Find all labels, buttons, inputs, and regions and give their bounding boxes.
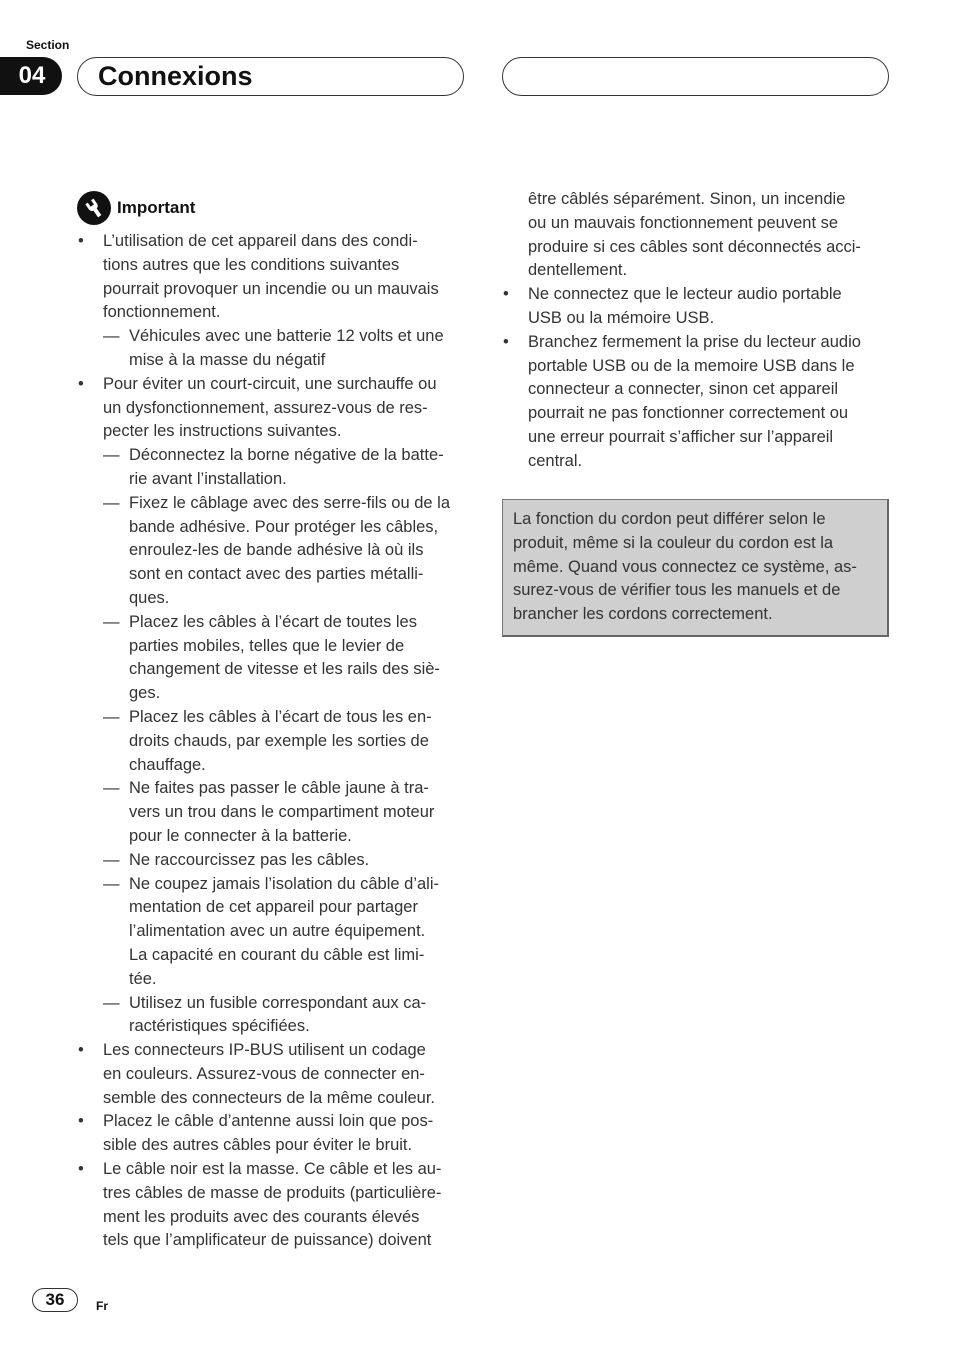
text-line: — Fixez le câblage avec des serre-fils ou de la [129,493,450,512]
right-column [503,188,898,474]
text-line: • Le câble noir est la masse. Ce câble et les au- [103,1160,442,1179]
text-line: tée. [129,969,157,988]
text-line: • Ne connectez que le lecteur audio portable [528,285,842,304]
text-line: dentellement. [528,261,628,280]
text-line: — Ne faites pas passer le câble jaune à tra- [129,779,429,798]
bullet-item [78,230,473,325]
continued-text [503,188,898,283]
dash-subitem [78,444,473,492]
dash-subitem [78,325,473,373]
text-line: vers un trou dans le compartiment moteur [129,803,435,822]
text-line: tres câbles de masse de produits (particulière- [103,1183,442,1202]
text-line: — Utilisez un fusible correspondant aux ca- [129,993,427,1012]
note-box [502,499,889,637]
text-line: tels que l’amplificateur de puissance) doivent [103,1231,432,1250]
dash-subitem [78,992,473,1040]
note-line: produit, même si la couleur du cordon est la [513,533,834,552]
text-line: • Branchez fermement la prise du lecteur audio [528,332,861,351]
text-line: une erreur pourrait s’afficher sur l’appareil [528,427,834,446]
dash-subitem [78,706,473,777]
text-line: l’alimentation avec un autre équipement. [129,922,426,941]
text-line: ques. [129,588,170,607]
bullet-item [503,283,898,331]
text-line: un dysfonctionnement, assurez-vous de res- [103,398,428,417]
title-frame-right [502,57,889,96]
note-line: surez-vous de vérifier tous les manuels et de [513,581,841,600]
text-line: parties mobiles, telles que le levier de [129,636,405,655]
text-line: La capacité en courant du câble est limi- [129,945,425,964]
language-label: Fr [96,1299,108,1313]
text-line: fonctionnement. [103,303,221,322]
text-line: ment les produits avec des courants élevés [103,1207,420,1226]
important-wrench-icon [77,191,111,225]
text-line: — Véhicules avec une batterie 12 volts et une [129,327,444,346]
section-label: Section [26,38,70,52]
bullet-item [78,1158,473,1253]
dash-subitem [78,492,473,611]
text-line: ou un mauvais fonctionnement peuvent se [528,213,839,232]
page-title: Connexions [98,61,253,91]
text-line: en couleurs. Assurez-vous de connecter en- [103,1064,425,1083]
text-line: — Ne coupez jamais l’isolation du câble d’ali- [129,874,439,893]
text-line: produire si ces câbles sont déconnectés acci- [528,237,861,256]
text-line: connecteur a connecter, sinon cet appareil [528,380,839,399]
text-line: ges. [129,684,161,703]
dash-subitem [78,873,473,992]
note-line: brancher les cordons correctement. [513,605,773,624]
text-line: pecter les instructions suivantes. [103,422,342,441]
bullet-item [78,1039,473,1110]
section-number: 04 [0,57,62,95]
text-line: ractéristiques spécifiées. [129,1017,310,1036]
text-line: • Pour éviter un court-circuit, une surchauffe ou [103,374,437,393]
text-line: • Placez le câble d’antenne aussi loin que pos- [103,1112,434,1131]
text-line: — Placez les câbles à l’écart de toutes les [129,612,417,631]
text-line: changement de vitesse et les rails des siè- [129,660,440,679]
text-line: pourrait provoquer un incendie ou un mauvais [103,279,439,298]
text-line: bande adhésive. Pour protéger les câbles, [129,517,439,536]
text-line: pourrait ne pas fonctionner correctement ou [528,404,849,423]
text-line: rie avant l’installation. [129,469,287,488]
text-line: enroulez-les de bande adhésive là où ils [129,541,424,560]
text-line: USB ou la mémoire USB. [528,308,715,327]
dash-subitem [78,849,473,873]
text-line: mentation de cet appareil pour partager [129,898,418,917]
text-line: droits chauds, par exemple les sorties de [129,731,429,750]
bullet-item [78,1110,473,1158]
important-heading: Important [117,198,196,217]
text-line: portable USB ou de la memoire USB dans le [528,356,855,375]
note-line: même. Quand vous connectez ce système, as- [513,557,857,576]
text-line: semble des connecteurs de la même couleur. [103,1088,436,1107]
dash-subitem [78,777,473,848]
text-line: pour le connecter à la batterie. [129,826,352,845]
text-line: • L’utilisation de cet appareil dans des condi- [103,232,418,250]
page-number: 36 [32,1288,78,1312]
dash-subitem [78,611,473,706]
text-line: sible des autres câbles pour éviter le bruit. [103,1136,413,1155]
bullet-item [503,331,898,474]
note-line: La fonction du cordon peut différer selon le [513,510,826,528]
text-line: — Ne raccourcissez pas les câbles. [129,850,370,869]
text-line: — Placez les câbles à l’écart de tous les en- [129,707,432,726]
text-line: • Les connecteurs IP-BUS utilisent un codage [103,1041,426,1060]
bullet-item [78,373,473,444]
text-line: tions autres que les conditions suivantes [103,255,400,274]
text-line: — Déconnectez la borne négative de la batte- [129,446,444,465]
text-line: sont en contact avec des parties métalli- [129,565,424,584]
text-line: mise à la masse du négatif [129,350,326,369]
text-line: chauffage. [129,755,206,774]
text-line: central. [528,451,583,470]
text-line: être câblés séparément. Sinon, un incendie [528,190,846,208]
left-column [78,230,473,1253]
